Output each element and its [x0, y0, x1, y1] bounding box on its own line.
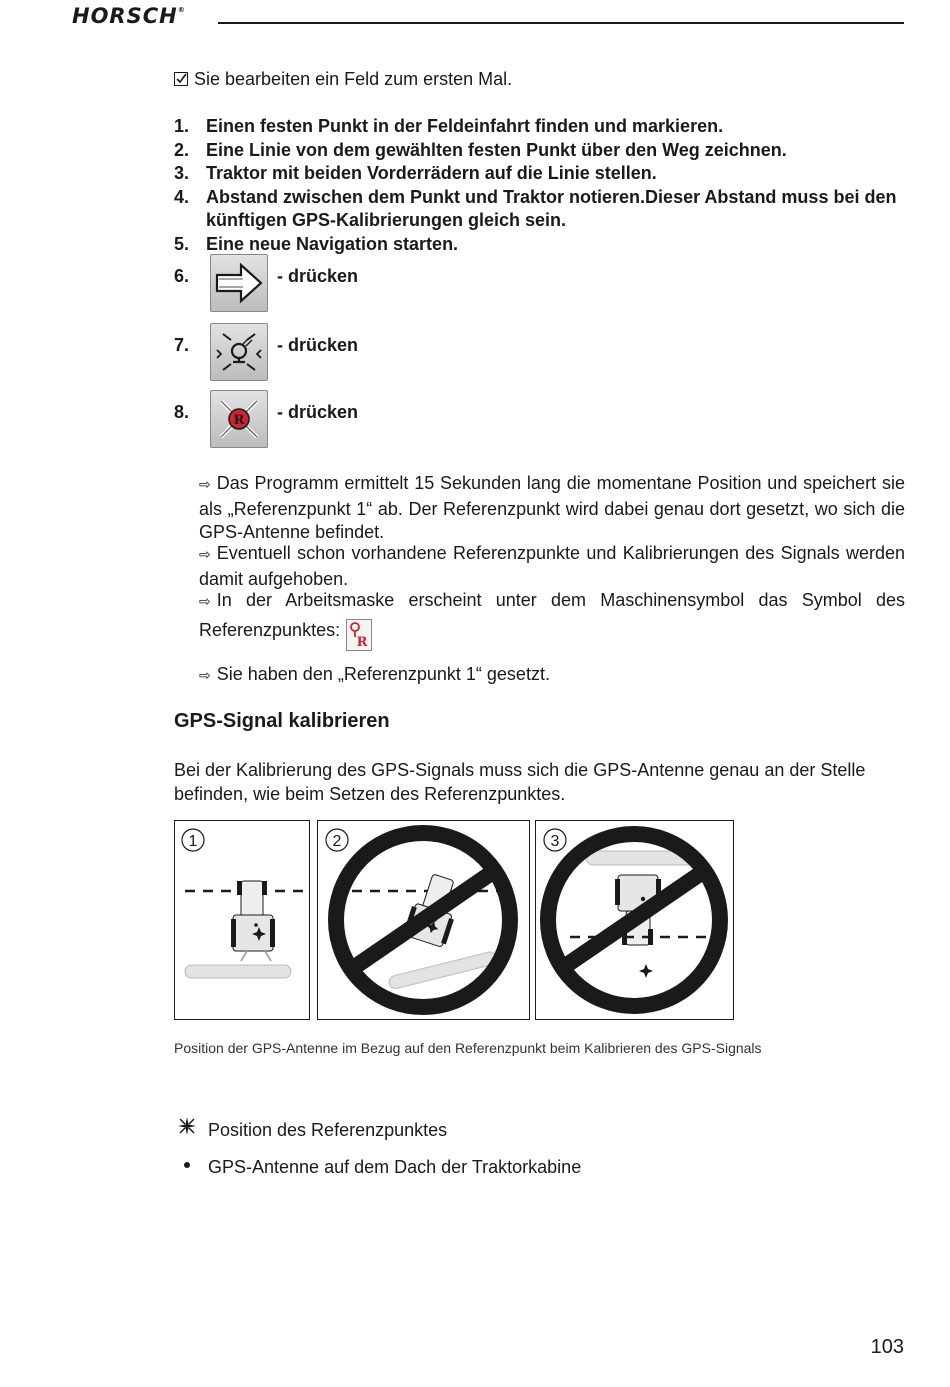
arrow-right-icon — [210, 254, 268, 312]
legend-item: GPS-Antenne auf dem Dach der Traktorkabine — [176, 1153, 581, 1178]
result-3: ⇨ In der Arbeitsmaske erscheint unter dem Maschinensymbol das Symbol des Referenzpunktes: R — [199, 590, 905, 650]
result-arrow-icon: ⇨ — [199, 547, 211, 563]
panel-number: 2 — [332, 833, 342, 850]
step-list — [174, 115, 906, 256]
section-paragraph: Bei der Kalibrierung des GPS-Signals muss sich die GPS-Antenne genau an der Stelle befinden, wie beim Setzen des Referenzpunktes. — [174, 760, 866, 804]
figure-panel-1 — [174, 820, 310, 1020]
svg-text:R: R — [233, 413, 245, 428]
page-number: 103 — [870, 1336, 904, 1358]
legend-item: Position des Referenzpunktes — [176, 1116, 447, 1141]
panel-number: 3 — [550, 833, 560, 850]
svg-text:R: R — [356, 634, 368, 650]
figure-panel-3 — [535, 820, 734, 1020]
step-item: 3. Traktor mit beiden Vorderrädern auf die Linie stellen. — [174, 163, 657, 183]
step-item: 5. Eine neue Navigation starten. — [174, 233, 459, 254]
section-heading: GPS-Signal kalibrieren — [174, 710, 390, 732]
result-arrow-icon: ⇨ — [199, 477, 211, 493]
result-arrow-icon: ⇨ — [199, 668, 211, 684]
reference-point-icon — [210, 390, 268, 448]
figure-caption: Position der GPS-Antenne im Bezug auf den Referenzpunkt beim Kalibrieren des GPS-Signals — [174, 1040, 762, 1056]
checkbox-checked-icon — [174, 72, 188, 86]
result-arrow-icon: ⇨ — [199, 594, 211, 610]
gps-satellite-icon — [210, 323, 268, 381]
result-1: ⇨ Das Programm ermittelt 15 Sekunden lang die momentane Position und speichert sie als „Referenzpunkt 1“ ab. Der Referenzpunkt wird dabei genau dort gesetzt, wo sich die GPS-Antenne befindet. — [199, 473, 905, 542]
figure-panel-2 — [317, 820, 530, 1020]
panel-number: 1 — [188, 833, 198, 850]
step-item: 1. Einen festen Punkt in der Feldeinfahrt finden und markieren. — [174, 116, 724, 136]
result-4: ⇨ Sie haben den „Referenzpunkt 1“ gesetzt. — [199, 664, 550, 684]
header-rule — [218, 22, 904, 24]
reference-point-star-icon — [176, 1116, 198, 1141]
prerequisite: Sie bearbeiten ein Feld zum ersten Mal. — [174, 68, 512, 92]
step-item: 2. Eine Linie von dem gewählten festen Punkt über den Weg zeichnen. — [174, 139, 787, 160]
step-item: 4. Abstand zwischen dem Punkt und Traktor notieren.Dieser Abstand muss bei den künftigen GPS-Kalibrierungen gleich sein. — [174, 186, 897, 230]
reference-point-symbol-icon — [346, 619, 372, 651]
result-2: ⇨ Eventuell schon vorhandene Referenzpunkte und Kalibrierungen des Signals werden damit aufgehoben. — [199, 543, 905, 589]
dot-icon — [176, 1153, 198, 1178]
brand-logo: HORSCH® — [72, 4, 186, 28]
